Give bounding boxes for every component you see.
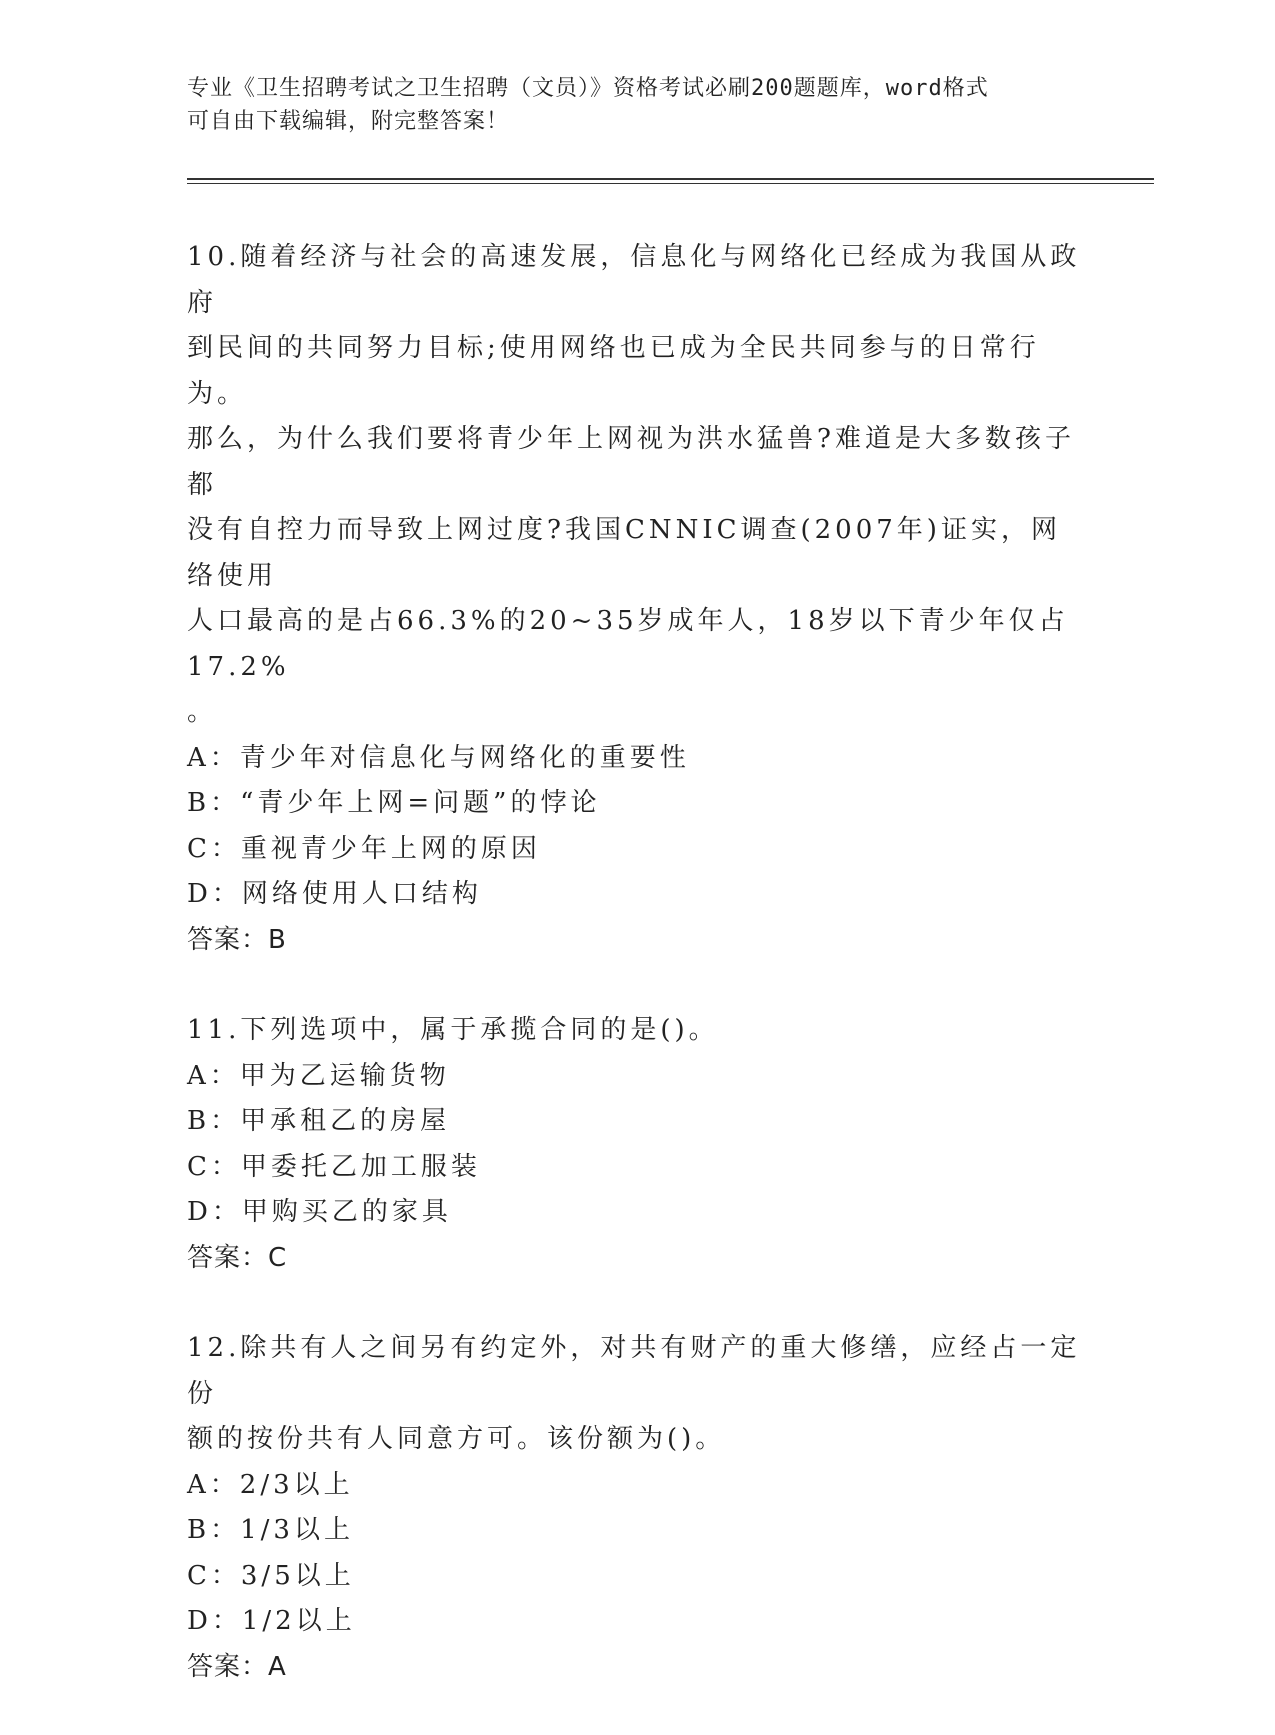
header-divider: [187, 178, 1154, 184]
answer-line: 答案：A: [187, 1651, 287, 1682]
question-stem-line: 那么，为什么我们要将青少年上网视为洪水猛兽?难道是大多数孩子都: [187, 424, 1075, 500]
question-stem-line: 12.除共有人之间另有约定外，对共有财产的重大修缮，应经占一定份: [187, 1333, 1081, 1409]
question-12: [187, 1326, 1087, 1690]
option-c: C：甲委托乙加工服装: [187, 1151, 481, 1182]
question-stem-line: 10.随着经济与社会的高速发展，信息化与网络化已经成为我国从政府: [187, 242, 1081, 318]
option-a: A：青少年对信息化与网络化的重要性: [187, 742, 690, 773]
question-stem-line: 到民间的共同努力目标;使用网络也已成为全民共同参与的日常行为。: [187, 333, 1040, 409]
option-d: D：1/2以上: [187, 1606, 356, 1636]
option-b: B：甲承租乙的房屋: [187, 1106, 451, 1136]
option-d: D：甲购买乙的家具: [187, 1197, 452, 1227]
question-stem-line: 。: [187, 697, 218, 727]
option-a: A：2/3以上: [187, 1469, 354, 1500]
question-stem-line: 11.下列选项中，属于承揽合同的是()。: [187, 1015, 719, 1045]
document-header: [187, 72, 1087, 138]
question-stem-line: 人口最高的是占66.3%的20~35岁成年人，18岁以下青少年仅占17.2%: [187, 606, 1069, 682]
header-line-2: 可自由下载编辑，附完整答案！: [187, 109, 510, 134]
option-a: A：甲为乙运输货物: [187, 1060, 450, 1091]
option-b: B：1/3以上: [187, 1515, 354, 1545]
answer-line: 答案：B: [187, 924, 287, 955]
question-10: [187, 235, 1087, 963]
option-c: C：3/5以上: [187, 1560, 355, 1591]
option-b: B：“青少年上网=问题”的悖论: [187, 788, 601, 818]
option-c: C：重视青少年上网的原因: [187, 833, 541, 864]
question-stem-line: 额的按份共有人同意方可。该份额为()。: [187, 1424, 726, 1454]
answer-line: 答案：C: [187, 1242, 288, 1273]
question-11: [187, 1008, 1087, 1281]
question-list: [187, 235, 1087, 1735]
question-stem-line: 没有自控力而导致上网过度?我国CNNIC调查(2007年)证实，网络使用: [187, 515, 1061, 591]
header-line-1: 专业《卫生招聘考试之卫生招聘（文员）》资格考试必刷200题题库，word格式: [187, 76, 989, 101]
option-d: D：网络使用人口结构: [187, 879, 482, 909]
